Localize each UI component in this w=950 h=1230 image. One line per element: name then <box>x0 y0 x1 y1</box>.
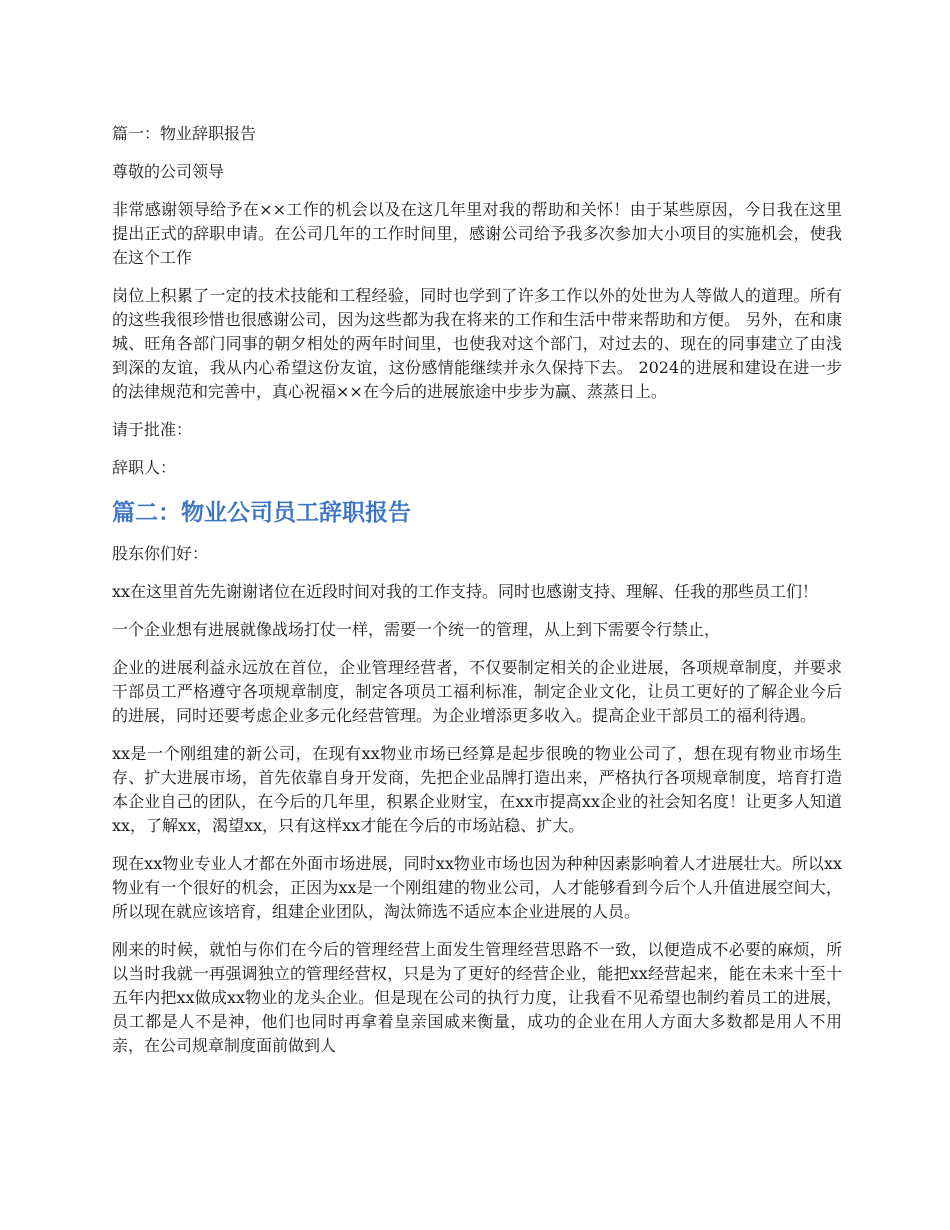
section2-paragraph-4: xx是一个刚组建的新公司，在现有xx物业市场已经算是起步很晚的物业公司了，想在现有物业市场生存、扩大进展市场，首先依靠自身开发商，先把企业品牌打造出来，严格执行各项规章制度，培育打造本企业自己的团队，在今后的几年里，积累企业财宝，在xx市提高xx企业的社会知名度！让更多人知道xx，了解xx，渴望xx，只有这样xx才能在今后的市场站稳、扩大。 <box>112 744 842 835</box>
section2-paragraph-1: xx在这里首先先谢谢诸位在近段时间对我的工作支持。同时也感谢支持、理解、任我的那些员工们！ <box>112 582 819 601</box>
section2-paragraph-3: 企业的进展利益永远放在首位，企业管理经营者，不仅要制定相关的企业进展，各项规章制度，并要求干部员工严格遵守各项规章制度，制定各项员工福利标准，制定企业文化，让员工更好的了解企业今后的进展，同时还要考虑企业多元化经营管理。为企业增添更多收入。提高企业干部员工的福利待遇。 <box>112 658 842 725</box>
section1-paragraph-2: 岗位上积累了一定的技术技能和工程经验，同时也学到了许多工作以外的处世为人等做人的道理。所有的这些我很珍惜也很感谢公司，因为这些都为我在将来的工作和生活中带来帮助和方便。 另外，在和康城、旺角各部门同事的朝夕相处的两年时间里，也使我对这个部门，对过去的、现在的同事建立了由浅到深的友谊，我从内心希望这份友谊，这份感情能继续并永久保持下去。 2024的进展和建设在进一步的法律规范和完善中，真心祝福××在今后的进展旅途中步步为赢、蒸蒸日上。 <box>112 286 842 401</box>
section1-title: 篇一：物业辞职报告 <box>112 124 257 143</box>
section2-paragraph-5: 现在xx物业专业人才都在外面市场进展，同时xx物业市场也因为种种因素影响着人才进展壮大。所以xx物业有一个很好的机会，正因为xx是一个刚组建的物业公司，人才能够看到今后个人升值进展空间大，所以现在就应该培育，组建企业团队，淘汰筛选不适应本企业进展的人员。 <box>112 854 842 921</box>
section1-signer: 辞职人： <box>112 458 177 477</box>
section1-request: 请于批准： <box>112 420 193 439</box>
section1-salutation: 尊敬的公司领导 <box>112 162 225 181</box>
section2-paragraph-2: 一个企业想有进展就像战场打仗一样，需要一个统一的管理，从上到下需要令行禁止， <box>112 620 721 639</box>
section2-heading: 篇二：物业公司员工辞职报告 <box>112 500 411 526</box>
section1-paragraph-1: 非常感谢领导给予在××工作的机会以及在这几年里对我的帮助和关怀！由于某些原因，今日我在这里提出正式的辞职申请。在公司几年的工作时间里，感谢公司给予我多次参加大小项目的实施机会，使我在这个工作 <box>112 200 842 267</box>
section2-paragraph-6: 刚来的时候，就怕与你们在今后的管理经营上面发生管理经营思路不一致，以便造成不必要的麻烦，所以当时我就一再强调独立的管理经营权，只是为了更好的经营企业，能把xx经营起来，能在未来十至十五年内把xx做成xx物业的龙头企业。但是现在公司的执行力度，让我看不见希望也制约着员工的进展，员工都是人不是神，他们也同时再拿着皇亲国戚来衡量，成功的企业在用人方面大多数都是用人不用亲，在公司规章制度面前做到人 <box>112 940 842 1055</box>
section2-salutation: 股东你们好： <box>112 544 209 563</box>
document-page <box>112 122 842 1072</box>
